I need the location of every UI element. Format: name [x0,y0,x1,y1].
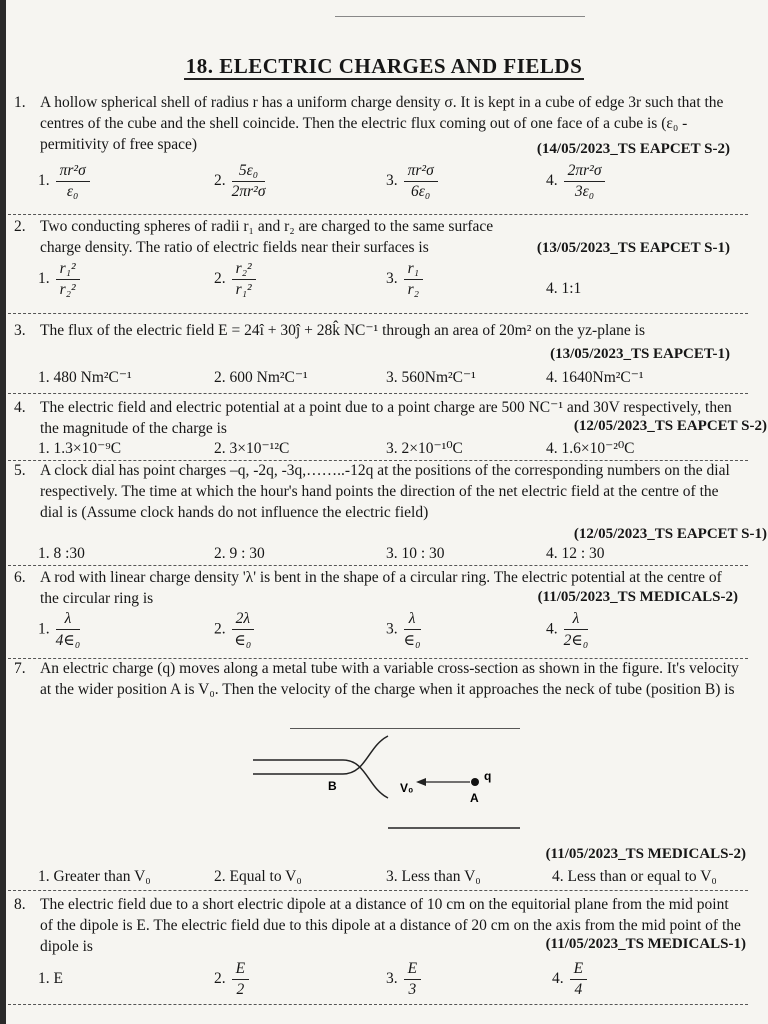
label-a: A [470,791,479,805]
question-text: A hollow spherical shell of radius r has a uniform charge density σ. It is kept in a cube of edge 3r such that the centres of the cube and the shell coincide. Then the electric flux coming out of one face of a cube is (ε₀ - permitivity of free space) [40,94,724,153]
question-text: The electric field and electric potential at a point due to a point charge are 500 NC⁻¹ and 30V respectively, then the magnitude of the charge is [40,399,732,437]
separator [8,1004,748,1005]
question-source: (13/05/2023_TS EAPCET-1) [550,346,730,362]
question-text: A rod with linear charge density 'λ' is bent in the shape of a circular ring. The electric potential at the centre of the circular ring is [40,569,722,607]
option-2: 2. $\frac{\text{5ε₀}}{\text{2πr²σ}}$ [214,162,266,200]
option-2: 2. 3×10⁻¹²C [214,440,290,457]
separator [8,890,748,891]
option-3: 3. $\frac{\text{πr²σ}}{\text{6ε₀}}$ [386,162,438,201]
question-source: (13/05/2023_TS EAPCET S-1) [536,240,730,256]
question-text: The electric field due to a short electric dipole at a distance of 10 cm on the equitorial plane from the mid point of the dipole is E. The electric field due to this dipole at a distance of 20 cm on the axis from the mid point of the dipole is [40,896,741,955]
separator [8,313,748,314]
question-4: 4. The electric field and electric potential at a point due to a point charge are 500 NC⁻¹ and 30V respectively, then the magnitude of the charge is [14,397,744,439]
option-1: 1. 8 :30 [38,545,85,562]
question-source: (12/05/2023_TS EAPCET S-2) [573,418,767,434]
option-4: 4. $\frac{E}{4}$ [552,960,587,999]
question-source: (14/05/2023_TS EAPCET S-2) [536,141,730,157]
option-2: 2. $\frac{E}{2}$ [214,960,249,999]
option-4: 4. 12 : 30 [546,545,605,562]
option-3: 3. $\frac{\text{r₁}}{\text{r₂}}$ [386,260,423,299]
top-rule [335,16,585,17]
option-4: 4. $\frac{\text{2πr²σ}}{\text{3ε₀}}$ [546,162,605,201]
question-source: (11/05/2023_TS MEDICALS-2) [545,846,746,862]
question-8: 8. The electric field due to a short electric dipole at a distance of 10 cm on the equitorial plane from the mid point of the dipole is E. The electric field due to this dipole at a distance of 20 cm on the axis from the mid point of the dipole is [14,894,744,957]
label-q: q [484,769,492,783]
option-1: 1. $\frac{\text{r₁²}}{\text{r₂²}}$ [38,260,80,299]
option-3: 3. Less than V₀ [386,868,481,885]
tube-figure [250,728,530,838]
separator [8,393,748,394]
option-3: 3. $\frac{E}{3}$ [386,960,421,999]
question-6: 6. A rod with linear charge density 'λ' is bent in the shape of a circular ring. The electric potential at the centre of the circular ring is [14,567,744,609]
option-2: 2. 9 : 30 [214,545,265,562]
separator [8,565,748,566]
question-source: (11/05/2023_TS MEDICALS-1) [545,936,746,952]
option-2: 2. 600 Nm²C⁻¹ [214,369,308,386]
option-1: 1. E [38,970,63,987]
question-1: 1. A hollow spherical shell of radius r has a uniform charge density σ. It is kept in a cube of edge 3r such that the centres of the cube and the shell coincide. Then the electric flux coming out of one face of a cube is (ε₀ - permitivity of free space) [14,92,744,155]
option-3: 3. $\frac{\lambda}{\text{∈₀}}$ [386,610,421,649]
option-4: 4. Less than or equal to V₀ [552,868,717,885]
option-1: 1. $\frac{\text{πr²σ}}{\text{ε₀}}$ [38,162,90,201]
option-1: 1. $\frac{\lambda}{\text{4∈₀}}$ [38,610,81,649]
question-text: The flux of the electric field E = 24î + 30ĵ + 28k̂ NC⁻¹ through an area of 20m² on the yz-plane is [40,322,645,339]
option-3: 3. 2×10⁻¹⁰C [386,440,463,457]
option-1: 1. 480 Nm²C⁻¹ [38,369,132,386]
option-2: 2. $\frac{\text{r₂²}}{\text{r₁²}}$ [214,260,256,299]
option-2: 2. Equal to V₀ [214,868,302,885]
question-2: 2. Two conducting spheres of radii r₁ and r₂ are charged to the same surface charge density. The ratio of electric fields near their surfaces is [14,216,744,258]
page-title: 18. ELECTRIC CHARGES AND FIELDS [185,54,583,78]
label-b: B [328,779,337,793]
page-edge [0,0,6,1024]
option-1: 1. Greater than V₀ [38,868,151,885]
option-4: 4. 1.6×10⁻²⁰C [546,440,635,457]
option-4: 4. $\frac{\lambda}{\text{2∈₀}}$ [546,610,589,649]
question-source: (11/05/2023_TS MEDICALS-2) [537,589,738,605]
question-text: An electric charge (q) moves along a metal tube with a variable cross-section as shown in the figure. It's velocity at the wider position A is V₀. Then the velocity of the charge when it approaches the neck of tube (position B) is [40,660,739,698]
label-v0: V₀ [400,781,414,795]
question-7: 7. An electric charge (q) moves along a metal tube with a variable cross-section as shown in the figure. It's velocity at the wider position A is V₀. Then the velocity of the charge when it approaches the neck of tube (position B) is [14,658,744,700]
option-3: 3. 10 : 30 [386,545,445,562]
question-source: (12/05/2023_TS EAPCET S-1) [573,526,767,542]
option-1: 1. 1.3×10⁻⁹C [38,440,122,457]
question-3: 3. The flux of the electric field E = 24î + 30ĵ + 28k̂ NC⁻¹ through an area of 20m² on the yz-plane is [14,320,744,341]
option-3: 3. 560Nm²C⁻¹ [386,369,476,386]
option-4: 4. 1640Nm²C⁻¹ [546,369,644,386]
separator [8,214,748,215]
option-4: 4. 1:1 [546,280,582,297]
question-text: A clock dial has point charges –q, -2q, -3q,……..-12q at the positions of the corresponding numbers on the dial respectively. The time at which the hour's hand points the direction of the net electric field at the centre of the dial is (Assume clock hands do not influence the electric field) [40,462,730,521]
question-text: Two conducting spheres of radii r₁ and r₂ are charged to the same surface charge density. The ratio of electric fields near their surfaces is [40,218,494,256]
option-2: 2. $\frac{2\lambda}{\text{∈₀}}$ [214,610,254,650]
question-5: 5. A clock dial has point charges –q, -2q, -3q,……..-12q at the positions of the corresponding numbers on the dial respectively. The time at which the hour's hand points the direction of the net electric field at the centre of the dial is (Assume clock hands do not influence the electric field) [14,460,744,523]
